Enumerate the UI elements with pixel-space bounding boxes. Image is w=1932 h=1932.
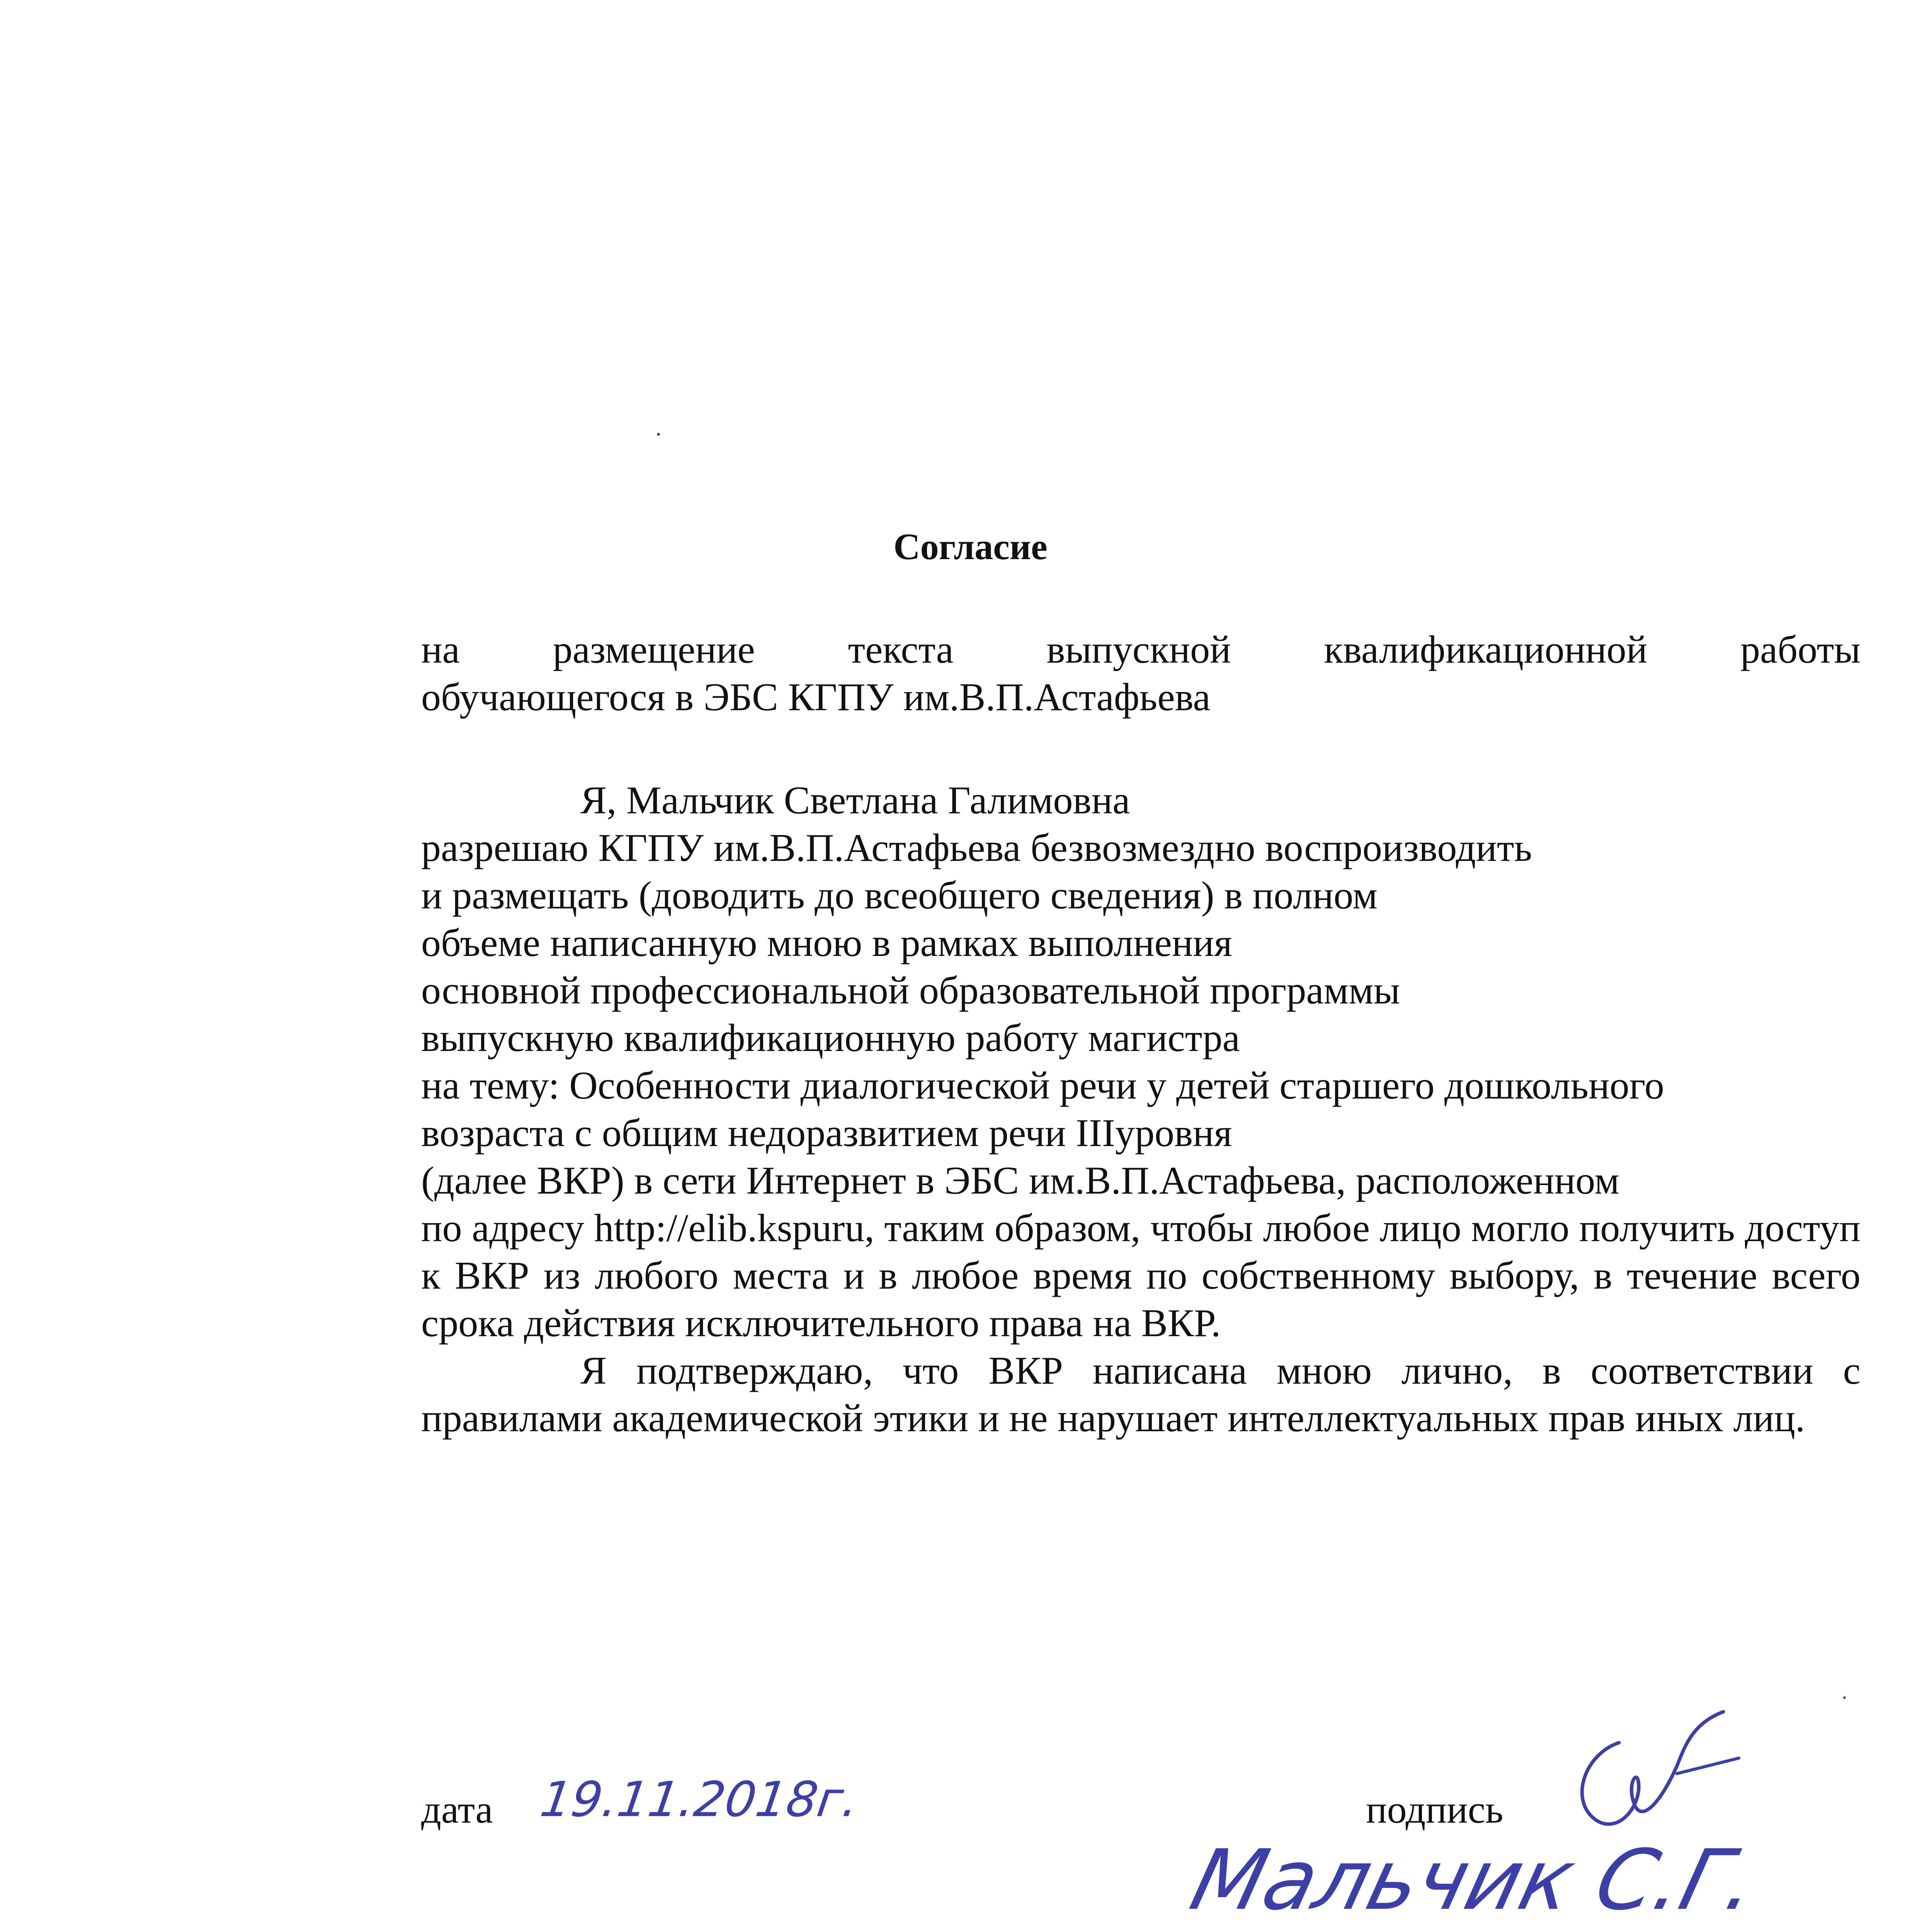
signature-label: подпись [1366,1788,1503,1832]
handwritten-date: 19.11.2018г. [537,1772,862,1828]
confirmation-paragraph: Я подтверждаю, что ВКР написана мною лично, в соответствии с правилами академической этики и не нарушает интеллектуальных прав иных лиц. [421,1349,1861,1440]
document-title: Согласие [893,526,1048,567]
consent-line-name: Я, Мальчик Светлана Галимовна [580,779,1130,822]
date-label: дата [421,1788,493,1832]
subtitle-line-1: на размещение текста выпускной квалификационной работы [421,628,1861,672]
consent-line: (далее ВКР) в сети Интернет в ЭБС им.В.П.Астафьева, расположенном [421,1159,1619,1202]
scan-speck [1843,1696,1846,1699]
subtitle-line-2: обучающегося в ЭБС КГПУ им.В.П.Астафьева [421,675,1211,719]
consent-line-topic: на тему: Особенности диалогической речи у детей старшего дошкольного [421,1064,1664,1107]
consent-line: и размещать (доводить до всеобщего сведения) в полном [421,874,1378,917]
handwritten-name: Мальчик С.Г. [1182,1832,1768,1929]
signature-mark [1561,1708,1762,1847]
access-paragraph: по адресу http://elib.kspuru, таким образом, чтобы любое лицо могло получить доступ к ВКР из любого места и в любое время по собственному выбору, в течение всего срока действия исключительного права на ВКР. [421,1206,1861,1345]
document-subtitle [421,626,1861,721]
consent-line: объеме написанную мною в рамках выполнения [421,921,1232,965]
consent-line: выпускную квалификационную работу магистра [421,1016,1240,1060]
consent-line: разрешаю КГПУ им.В.П.Астафьева безвозмездно воспроизводить [421,826,1532,870]
consent-statement [421,777,1861,1442]
scan-speck [657,433,660,436]
consent-line: основной профессиональной образовательной программы [421,969,1400,1012]
consent-line-topic: возраста с общим недоразвитием речи IIIуровня [421,1111,1232,1155]
